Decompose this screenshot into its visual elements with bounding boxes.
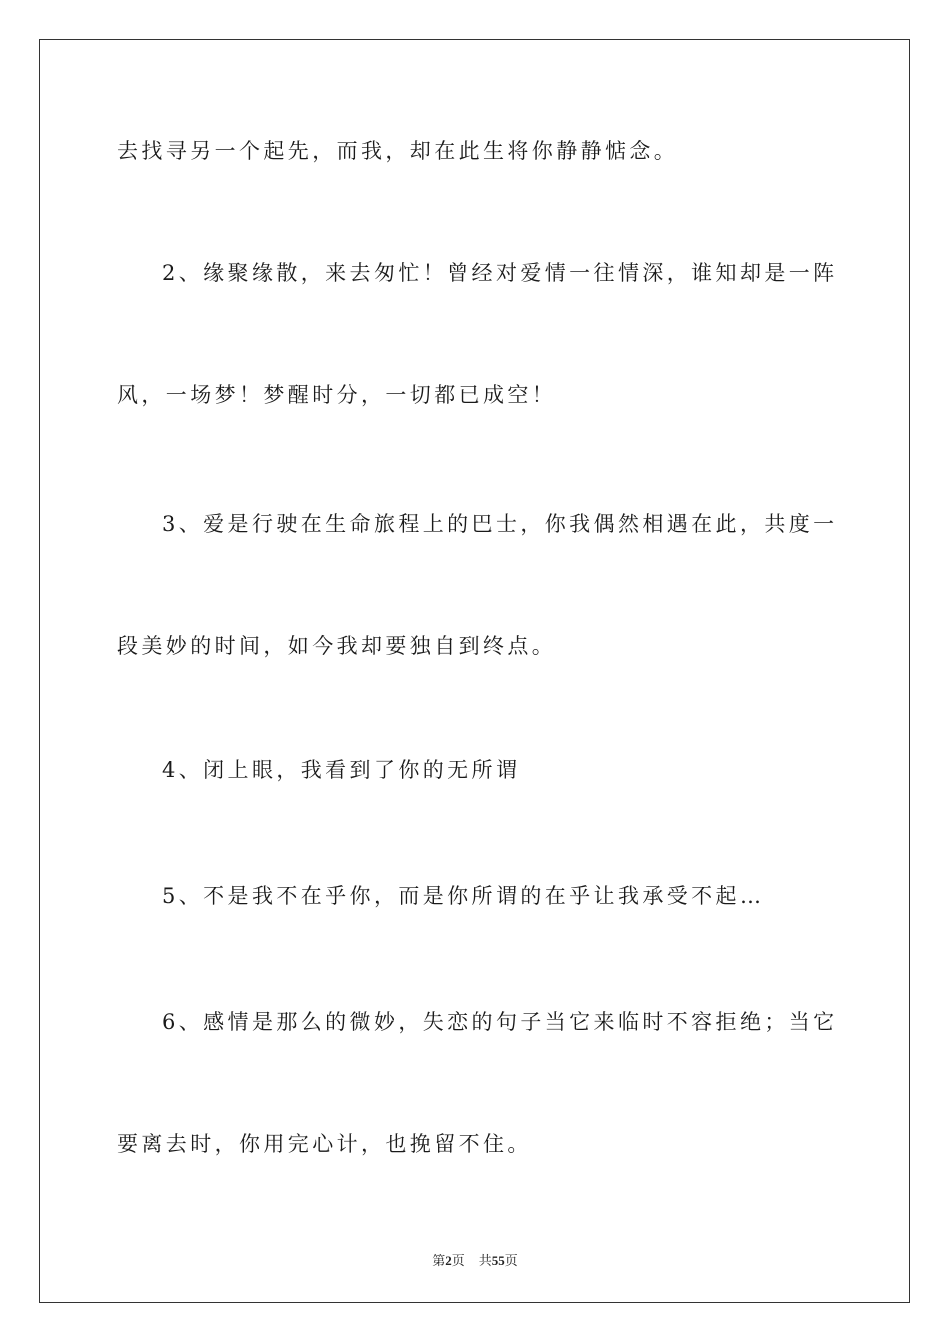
footer-page-prefix: 第 [432, 1253, 446, 1268]
paragraph-2-line-1: 2、缘聚缘散，来去匆忙！曾经对爱情一往情深，谁知却是一阵 [162, 261, 838, 285]
paragraph-5-line-1: 5、不是我不在乎你，而是你所谓的在乎让我承受不起… [162, 884, 765, 908]
paragraph-6-line-1: 6、感情是那么的微妙，失恋的句子当它来临时不容拒绝；当它 [162, 1010, 838, 1034]
footer-page-number: 2 [445, 1253, 452, 1268]
paragraph-1-line-1: 去找寻另一个起先，而我，却在此生将你静静惦念。 [117, 139, 679, 163]
paragraph-4-line-1: 4、闭上眼，我看到了你的无所谓 [162, 758, 521, 782]
footer-page-suffix: 页 [451, 1253, 465, 1268]
footer-total-suffix: 页 [504, 1253, 518, 1268]
page-footer [0, 1250, 950, 1269]
footer-total-prefix: 共 [478, 1253, 492, 1268]
paragraph-2-line-2: 风，一场梦！梦醒时分，一切都已成空！ [117, 383, 557, 407]
paragraph-3-line-2: 段美妙的时间，如今我却要独自到终点。 [117, 634, 557, 658]
paragraph-6-line-2: 要离去时，你用完心计，也挽留不住。 [117, 1132, 532, 1156]
paragraph-3-line-1: 3、爱是行驶在生命旅程上的巴士，你我偶然相遇在此，共度一 [162, 512, 838, 536]
footer-total-pages: 55 [491, 1253, 505, 1268]
page-border [39, 39, 910, 1303]
